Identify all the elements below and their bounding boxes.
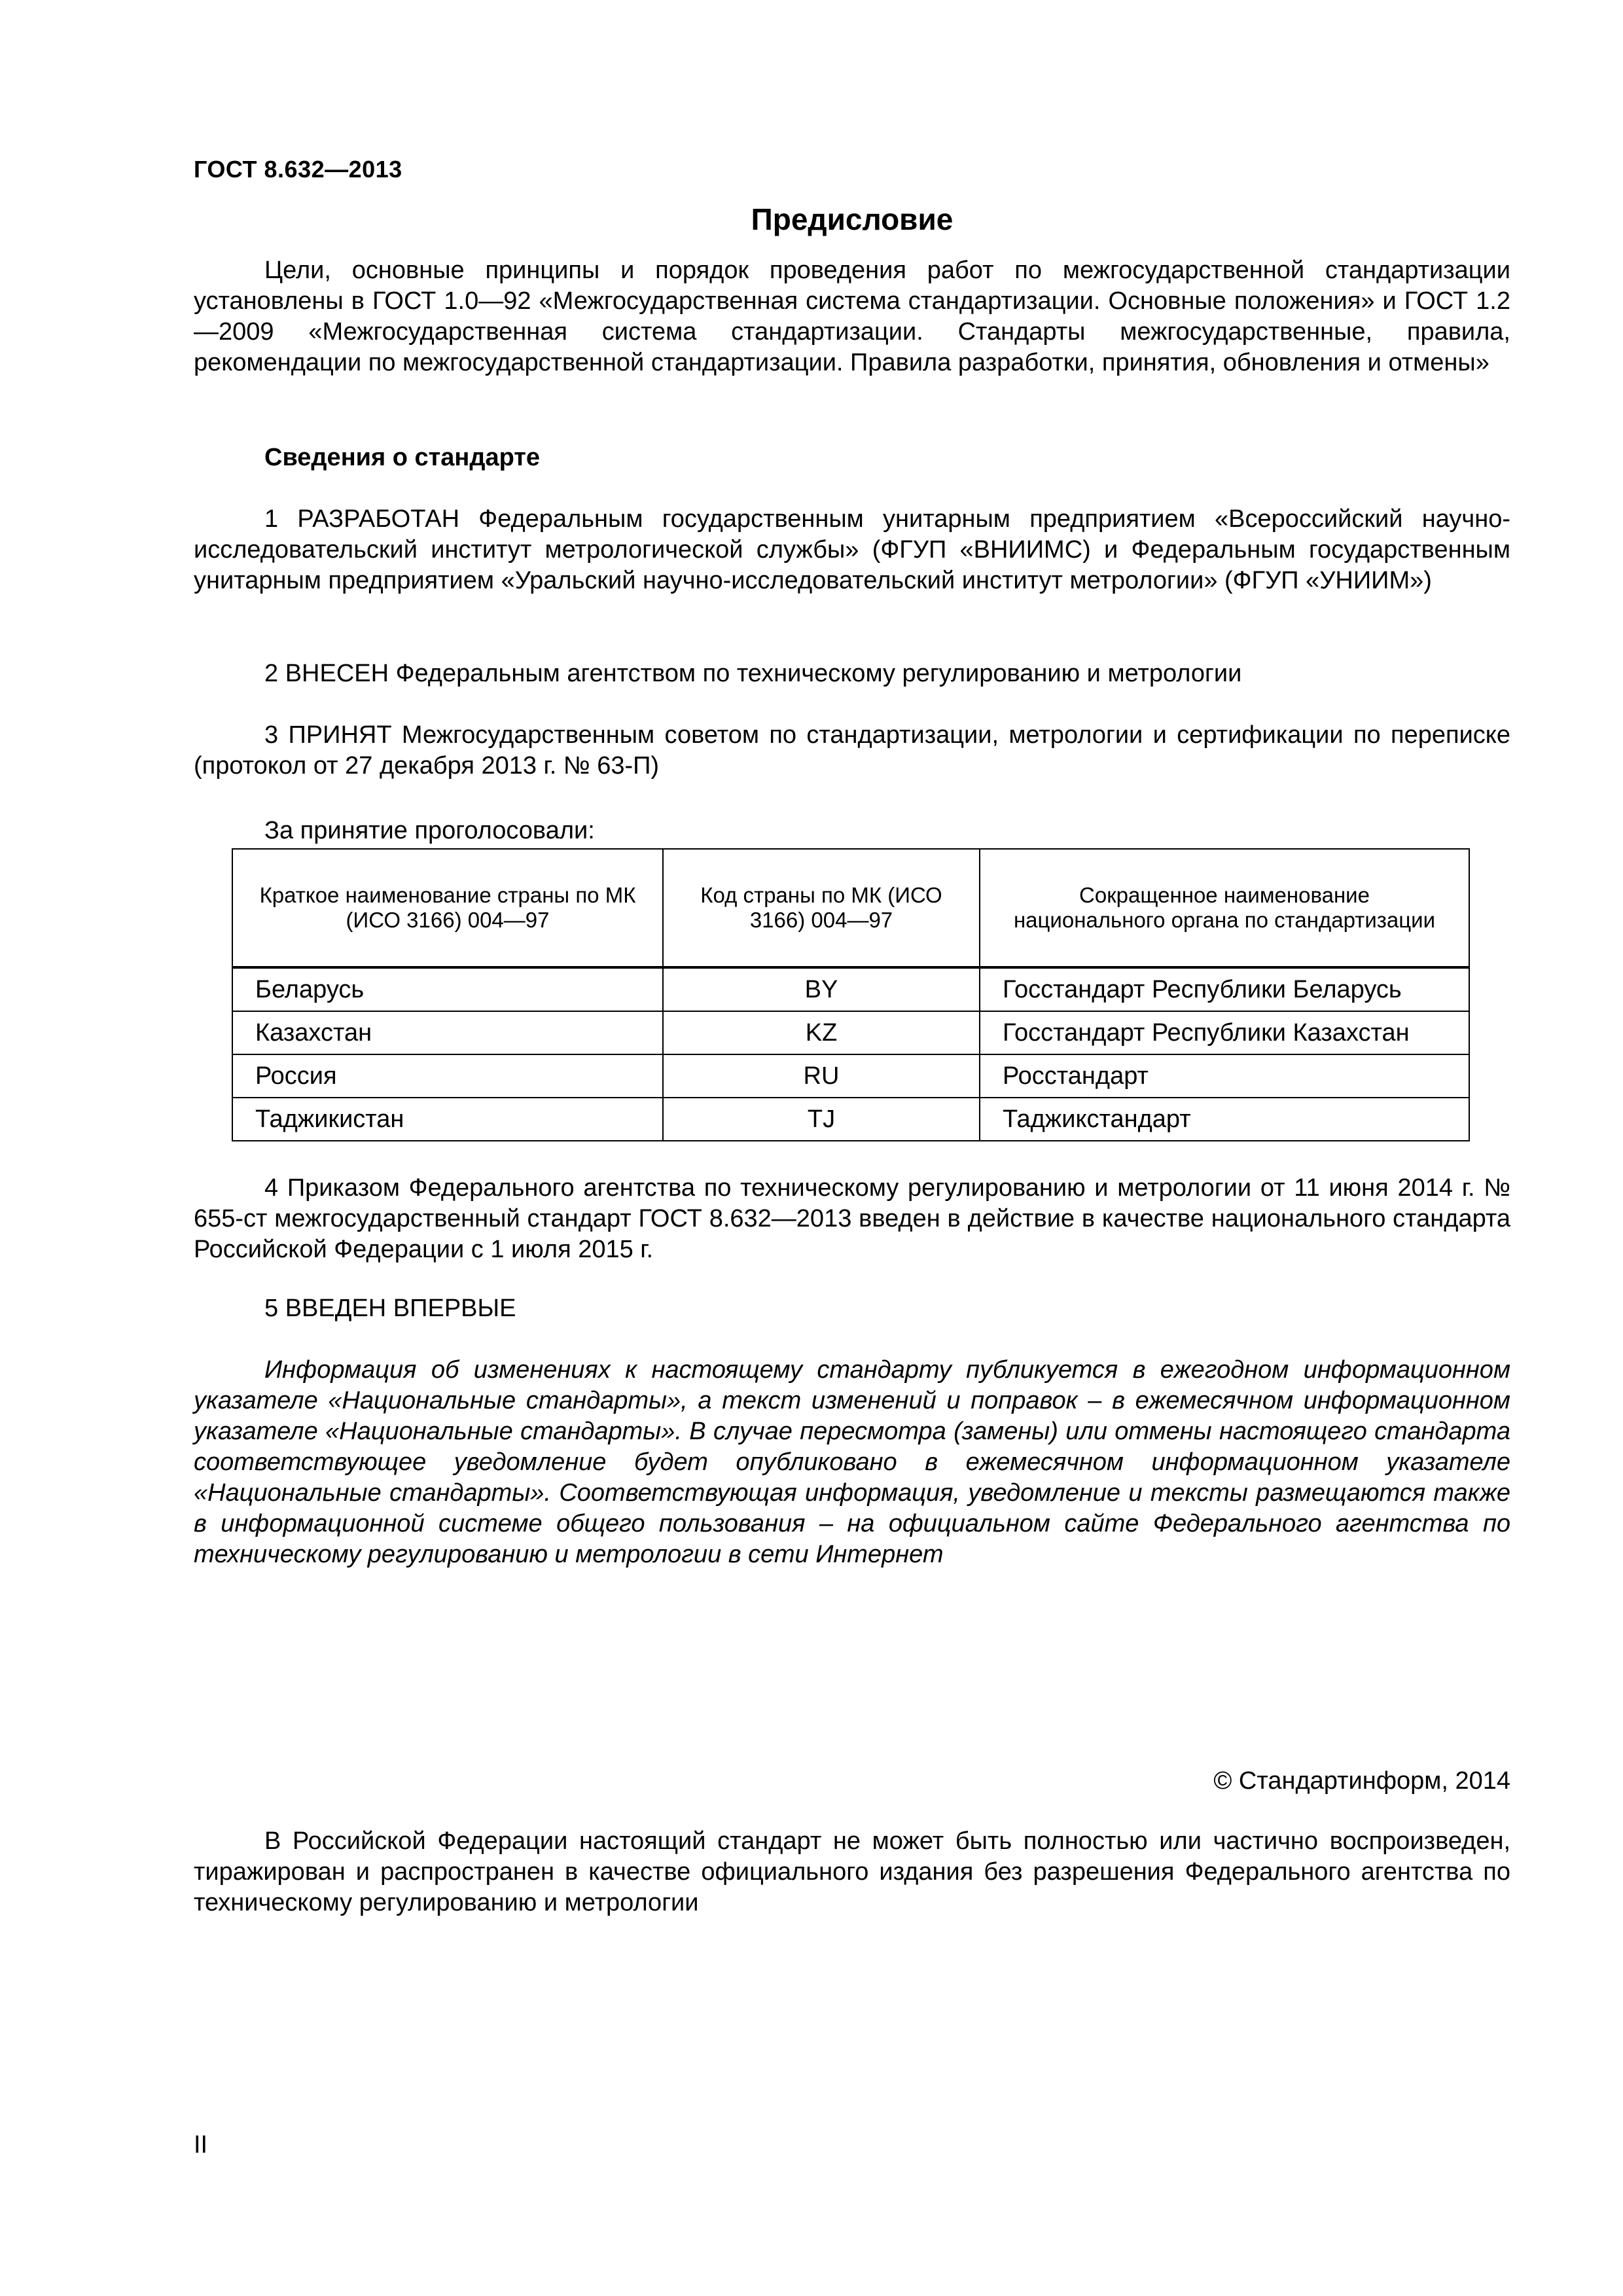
item-1-text: 1 РАЗРАБОТАН Федеральным государственным унитарным предприятием «Всероссийский научно-исследовательский институт метрологической службы» (ФГУП «ВНИИМС) и Федеральным государственным унитарным предприятием «Уральский научно-исследовательский институт метрологии» (ФГУП «УНИИМ») (194, 505, 1510, 594)
cell-country: Таджикистан (232, 1098, 663, 1141)
rights-notice-text: В Российской Федерации настоящий стандарт не может быть полностью или частично воспроизведен, тиражирован и распространен в качестве официального издания без разрешения Федерального агентства по техническому регулированию и метрологии (194, 1827, 1510, 1916)
table-row (232, 1011, 1469, 1054)
item-3-paragraph (194, 720, 1510, 781)
rights-notice-paragraph (194, 1826, 1510, 1918)
table-header-country: Краткое наименование страны по МК (ИСО 3166) 004—97 (232, 849, 663, 967)
cell-country: Беларусь (232, 967, 663, 1011)
item-1-paragraph (194, 504, 1510, 596)
table-row (232, 1054, 1469, 1098)
item-3-text: 3 ПРИНЯТ Межгосударственным советом по стандартизации, метрологии и сертификации по переписке (протокол от 27 декабря 2013 г. № 63-П) (194, 721, 1510, 780)
cell-body: Госстандарт Республики Беларусь (980, 967, 1469, 1011)
cell-body: Росстандарт (980, 1054, 1469, 1098)
voted-label: За принятие проголосовали: (264, 817, 595, 844)
table-header-row (232, 849, 1469, 967)
table-header-body: Сокращенное наименование национального органа по стандартизации (980, 849, 1469, 967)
page-title: Предисловие (751, 202, 954, 236)
cell-country: Россия (232, 1054, 663, 1098)
intro-paragraph (194, 255, 1510, 378)
cell-code: KZ (663, 1011, 980, 1054)
document-code: ГОСТ 8.632—2013 (194, 156, 402, 183)
item-5-text: 5 ВВЕДЕН ВПЕРВЫЕ (264, 1295, 516, 1322)
copyright-notice: © Стандартинформ, 2014 (1213, 1767, 1510, 1795)
table-row (232, 967, 1469, 1011)
voting-table (232, 848, 1470, 1141)
cell-body: Таджикстандарт (980, 1098, 1469, 1141)
page-number: II (194, 2131, 208, 2159)
info-heading: Сведения о стандарте (264, 444, 541, 471)
cell-code: RU (663, 1054, 980, 1098)
cell-body: Госстандарт Республики Казахстан (980, 1011, 1469, 1054)
changes-notice-paragraph (194, 1355, 1510, 1570)
cell-code: BY (663, 967, 980, 1011)
table-header-code: Код страны по МК (ИСО 3166) 004—97 (663, 849, 980, 967)
intro-text: Цели, основные принципы и порядок проведения работ по межгосударственной стандартизации установлены в ГОСТ 1.0—92 «Межгосударственная система стандартизации. Основные положения» и ГОСТ 1.2—2009 «Межгосударственная система стандартизации. Стандарты межгосударственные, правила, рекомендации по межгосударственной стандартизации. Правила разработки, принятия, обновления и отмены» (194, 257, 1510, 376)
cell-code: TJ (663, 1098, 980, 1141)
changes-notice-text: Информация об изменениях к настоящему стандарту публикуется в ежегодном информационном указателе «Национальные стандарты», а текст изменений и поправок – в ежемесячном информационном указателе «Национальные стандарты». В случае пересмотра (замены) или отмены настоящего стандарта соответствующее уведомление будет опубликовано в ежемесячном информационном указателе «Национальные стандарты». Соответствующая информация, уведомление и тексты размещаются также в информационной системе общего пользования – на официальном сайте Федерального агентства по техническому регулированию и метрологии в сети Интернет (194, 1356, 1510, 1568)
table-row (232, 1098, 1469, 1141)
item-2-text: 2 ВНЕСЕН Федеральным агентством по техническому регулированию и метрологии (264, 660, 1242, 687)
item-4-paragraph (194, 1173, 1510, 1265)
item-4-text: 4 Приказом Федерального агентства по техническому регулированию и метрологии от 11 июня 2014 г. № 655-ст межгосударственный стандарт ГОСТ 8.632—2013 введен в действие в качестве национального стандарта Российской Федерации с 1 июля 2015 г. (194, 1174, 1510, 1263)
cell-country: Казахстан (232, 1011, 663, 1054)
